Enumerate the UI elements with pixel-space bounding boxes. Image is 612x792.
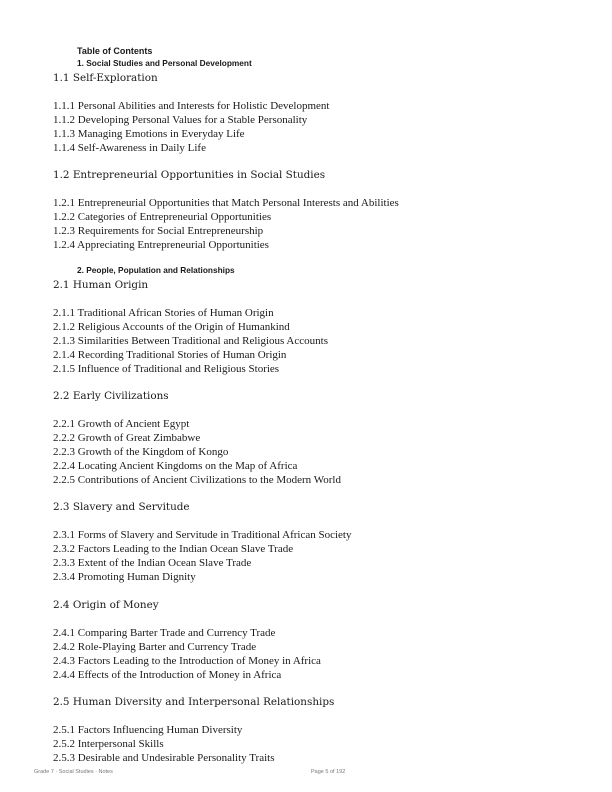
footer-left: Grade 7 · Social Studies · Notes bbox=[34, 769, 113, 775]
toc-entry: 2.3.2 Factors Leading to the Indian Ocean Slave Trade bbox=[53, 543, 294, 555]
section-heading: 1.2 Entrepreneurial Opportunities in Social Studies bbox=[53, 169, 326, 181]
toc-entry: 2.4.2 Role-Playing Barter and Currency Trade bbox=[53, 641, 257, 653]
toc-entry: 1.1.2 Developing Personal Values for a Stable Personality bbox=[53, 114, 308, 126]
toc-entry: 1.1.4 Self-Awareness in Daily Life bbox=[53, 142, 206, 154]
toc-entry: 1.2.2 Categories of Entrepreneurial Opportunities bbox=[53, 211, 272, 223]
toc-entry: 2.3.3 Extent of the Indian Ocean Slave Trade bbox=[53, 557, 252, 569]
section-heading: 2.2 Early Civilizations bbox=[53, 390, 169, 402]
toc-entry: 2.5.1 Factors Influencing Human Diversity bbox=[53, 724, 243, 736]
toc-entry: 2.4.3 Factors Leading to the Introduction of Money in Africa bbox=[53, 655, 321, 667]
toc-entry: 2.1.3 Similarities Between Traditional and Religious Accounts bbox=[53, 335, 328, 347]
toc-entry: 2.1.5 Influence of Traditional and Religious Stories bbox=[53, 363, 280, 375]
toc-entry: 2.2.5 Contributions of Ancient Civilizations to the Modern World bbox=[53, 474, 341, 486]
toc-entry: 2.4.4 Effects of the Introduction of Money in Africa bbox=[53, 669, 282, 681]
part-heading-1: 1. Social Studies and Personal Development bbox=[77, 58, 252, 68]
section-heading: 2.5 Human Diversity and Interpersonal Relationships bbox=[53, 696, 335, 708]
footer-page-number: Page 5 of 192 bbox=[311, 769, 346, 775]
toc-entry: 2.2.2 Growth of Great Zimbabwe bbox=[53, 432, 201, 444]
part-heading-2: 2. People, Population and Relationships bbox=[77, 265, 235, 275]
toc-entry: 2.2.3 Growth of the Kingdom of Kongo bbox=[53, 446, 229, 458]
toc-entry: 2.1.2 Religious Accounts of the Origin of Humankind bbox=[53, 321, 290, 333]
toc-entry: 2.1.1 Traditional African Stories of Human Origin bbox=[53, 307, 274, 319]
section-heading: 1.1 Self-Exploration bbox=[53, 72, 158, 84]
toc-entry: 2.1.4 Recording Traditional Stories of Human Origin bbox=[53, 349, 287, 361]
toc-entry: 2.2.1 Growth of Ancient Egypt bbox=[53, 418, 190, 430]
toc-entry: 1.1.1 Personal Abilities and Interests for Holistic Development bbox=[53, 100, 330, 112]
toc-entry: 1.2.1 Entrepreneurial Opportunities that Match Personal Interests and Abilities bbox=[53, 197, 399, 209]
toc-entry: 2.5.3 Desirable and Undesirable Personality Traits bbox=[53, 752, 275, 764]
section-heading: 2.1 Human Origin bbox=[53, 279, 149, 291]
section-heading: 2.4 Origin of Money bbox=[53, 599, 159, 611]
toc-entry: 1.2.3 Requirements for Social Entrepreneurship bbox=[53, 225, 264, 237]
toc-entry: 2.2.4 Locating Ancient Kingdoms on the Map of Africa bbox=[53, 460, 298, 472]
toc-entry: 2.4.1 Comparing Barter Trade and Currency Trade bbox=[53, 627, 276, 639]
toc-entry: 1.1.3 Managing Emotions in Everyday Life bbox=[53, 128, 245, 140]
toc-entry: 2.5.2 Interpersonal Skills bbox=[53, 738, 164, 750]
section-heading: 2.3 Slavery and Servitude bbox=[53, 501, 190, 513]
toc-entry: 2.3.1 Forms of Slavery and Servitude in Traditional African Society bbox=[53, 529, 352, 541]
toc-entry: 2.3.4 Promoting Human Dignity bbox=[53, 571, 196, 583]
toc-title: Table of Contents bbox=[77, 46, 153, 56]
toc-entry: 1.2.4 Appreciating Entrepreneurial Opportunities bbox=[53, 239, 269, 251]
